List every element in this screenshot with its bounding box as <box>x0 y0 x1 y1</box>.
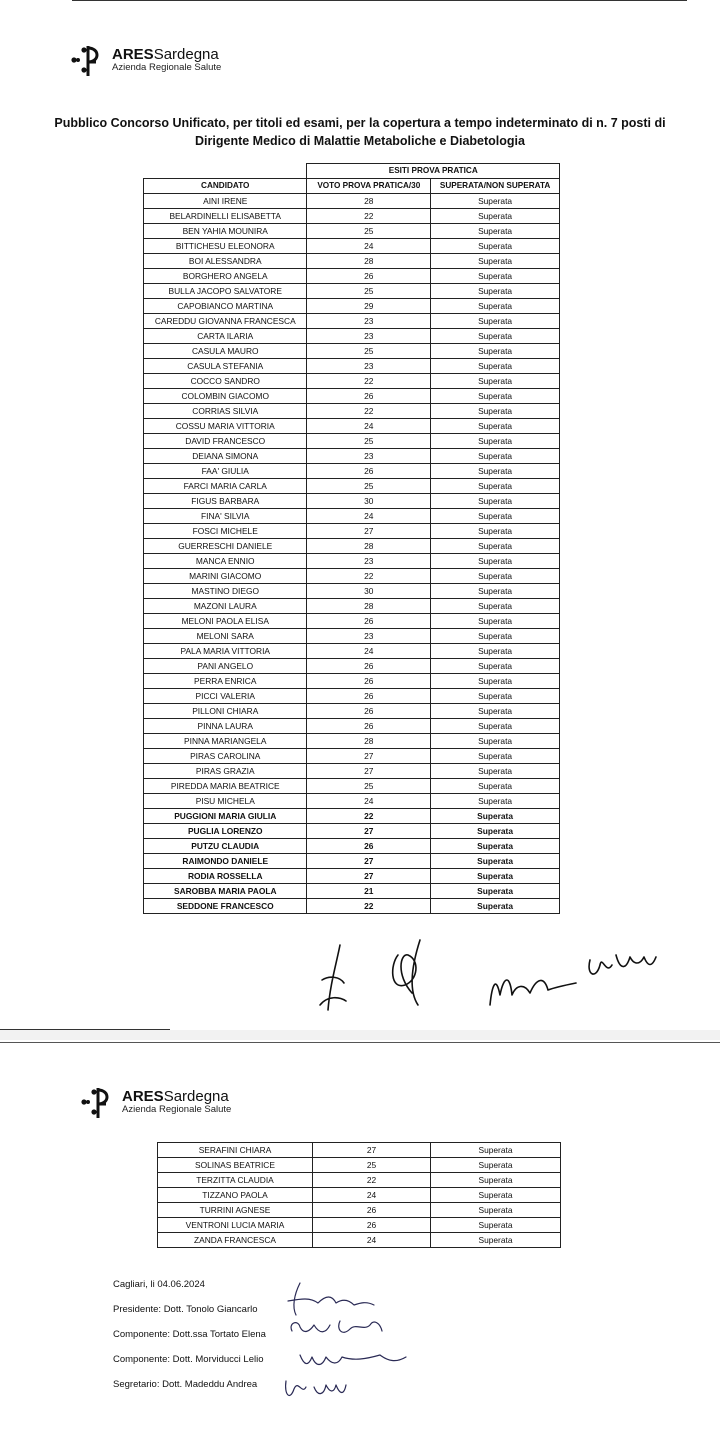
results-table-body <box>144 194 560 914</box>
score-cell: 28 <box>307 539 431 554</box>
candidate-name-cell: TERZITTA CLAUDIA <box>158 1173 313 1188</box>
result-cell: Superata <box>431 494 560 509</box>
result-cell: Superata <box>431 854 560 869</box>
table-row <box>144 554 560 569</box>
table-row <box>144 284 560 299</box>
candidate-name-cell: PINNA LAURA <box>144 719 307 734</box>
result-cell: Superata <box>431 314 560 329</box>
header-esito: SUPERATA/NON SUPERATA <box>431 179 560 194</box>
candidate-name-cell: COCCO SANDRO <box>144 374 307 389</box>
score-cell: 27 <box>307 824 431 839</box>
result-cell: Superata <box>431 419 560 434</box>
candidate-name-cell: COLOMBIN GIACOMO <box>144 389 307 404</box>
score-cell: 23 <box>307 329 431 344</box>
candidate-name-cell: PISU MICHELA <box>144 794 307 809</box>
presidente-line: Presidente: Dott. Tonolo Giancarlo <box>113 1304 258 1315</box>
table-row <box>144 899 560 914</box>
table-row <box>144 224 560 239</box>
result-cell: Superata <box>431 329 560 344</box>
score-cell: 26 <box>307 719 431 734</box>
candidate-name-cell: CORRIAS SILVIA <box>144 404 307 419</box>
candidate-name-cell: MELONI SARA <box>144 629 307 644</box>
candidate-name-cell: PERRA ENRICA <box>144 674 307 689</box>
table-row <box>144 479 560 494</box>
score-cell: 23 <box>307 449 431 464</box>
candidate-name-cell: CASULA STEFANIA <box>144 359 307 374</box>
table-row <box>144 704 560 719</box>
table-row <box>144 239 560 254</box>
candidate-name-cell: FAA' GIULIA <box>144 464 307 479</box>
score-cell: 26 <box>313 1203 431 1218</box>
score-cell: 26 <box>307 659 431 674</box>
result-cell: Superata <box>431 1203 561 1218</box>
header-candidato: CANDIDATO <box>144 179 307 194</box>
result-cell: Superata <box>431 254 560 269</box>
logo-brand-bold: ARES <box>122 1087 164 1105</box>
score-cell: 22 <box>313 1173 431 1188</box>
candidate-name-cell: COSSU MARIA VITTORIA <box>144 419 307 434</box>
score-cell: 25 <box>313 1158 431 1173</box>
table-row <box>144 329 560 344</box>
result-cell: Superata <box>431 224 560 239</box>
componente-2-line: Componente: Dott. Morviducci Lelio <box>113 1354 264 1365</box>
candidate-name-cell: FARCI MARIA CARLA <box>144 479 307 494</box>
document-title <box>40 114 680 150</box>
score-cell: 25 <box>307 224 431 239</box>
score-cell: 29 <box>307 299 431 314</box>
table-row <box>158 1218 561 1233</box>
candidate-name-cell: SOLINAS BEATRICE <box>158 1158 313 1173</box>
candidate-name-cell: MELONI PAOLA ELISA <box>144 614 307 629</box>
score-cell: 22 <box>307 569 431 584</box>
candidate-name-cell: PILLONI CHIARA <box>144 704 307 719</box>
table-row <box>144 659 560 674</box>
candidate-name-cell: RAIMONDO DANIELE <box>144 854 307 869</box>
score-cell: 26 <box>307 704 431 719</box>
result-cell: Superata <box>431 794 560 809</box>
table-row <box>144 584 560 599</box>
candidate-name-cell: PIREDDA MARIA BEATRICE <box>144 779 307 794</box>
table-row <box>144 374 560 389</box>
score-cell: 24 <box>307 509 431 524</box>
candidate-name-cell: PALA MARIA VITTORIA <box>144 644 307 659</box>
candidate-name-cell: PUTZU CLAUDIA <box>144 839 307 854</box>
results-table-continued-body <box>158 1143 561 1248</box>
result-cell: Superata <box>431 509 560 524</box>
score-cell: 24 <box>313 1233 431 1248</box>
ares-logo-page-2 <box>76 1082 231 1122</box>
result-cell: Superata <box>431 554 560 569</box>
candidate-name-cell: AINI IRENE <box>144 194 307 209</box>
title-line-1: Pubblico Concorso Unificato, per titoli ed esami, per la copertura a tempo indeterminato di n. 7 posti di <box>54 116 666 130</box>
logo-subtitle: Azienda Regionale Salute <box>112 62 222 74</box>
segretario-line: Segretario: Dott. Madeddu Andrea <box>113 1379 258 1390</box>
table-row <box>144 314 560 329</box>
result-cell: Superata <box>431 734 560 749</box>
score-cell: 24 <box>307 419 431 434</box>
table-row <box>158 1143 561 1158</box>
result-cell: Superata <box>431 749 560 764</box>
results-table <box>143 163 560 914</box>
result-cell: Superata <box>431 569 560 584</box>
score-cell: 25 <box>307 479 431 494</box>
candidate-name-cell: FOSCI MICHELE <box>144 524 307 539</box>
score-cell: 21 <box>307 884 431 899</box>
table-row <box>144 719 560 734</box>
table-row <box>144 824 560 839</box>
score-cell: 30 <box>307 584 431 599</box>
score-cell: 27 <box>313 1143 431 1158</box>
candidate-name-cell: FIGUS BARBARA <box>144 494 307 509</box>
logo-subtitle: Azienda Regionale Salute <box>122 1104 232 1116</box>
table-row <box>144 674 560 689</box>
score-cell: 22 <box>307 404 431 419</box>
table-row <box>144 629 560 644</box>
score-cell: 27 <box>307 749 431 764</box>
result-cell: Superata <box>431 284 560 299</box>
result-cell: Superata <box>431 674 560 689</box>
logo-brand-bold: ARES <box>112 45 154 63</box>
candidate-name-cell: CAREDDU GIOVANNA FRANCESCA <box>144 314 307 329</box>
score-cell: 30 <box>307 494 431 509</box>
table-row <box>144 839 560 854</box>
result-cell: Superata <box>431 1158 561 1173</box>
score-cell: 28 <box>307 194 431 209</box>
score-cell: 25 <box>307 779 431 794</box>
candidate-name-cell: SERAFINI CHIARA <box>158 1143 313 1158</box>
title-line-2: Dirigente Medico di Malattie Metaboliche e Diabetologia <box>195 134 525 149</box>
score-cell: 26 <box>307 839 431 854</box>
score-cell: 25 <box>307 434 431 449</box>
footer-signatures <box>270 1275 430 1410</box>
ares-logo-icon <box>66 40 106 80</box>
score-cell: 26 <box>307 269 431 284</box>
result-cell: Superata <box>431 1218 561 1233</box>
score-cell: 28 <box>307 254 431 269</box>
result-cell: Superata <box>431 824 560 839</box>
candidate-name-cell: FINA' SILVIA <box>144 509 307 524</box>
table-row <box>144 869 560 884</box>
result-cell: Superata <box>431 524 560 539</box>
result-cell: Superata <box>431 434 560 449</box>
result-cell: Superata <box>431 359 560 374</box>
score-cell: 23 <box>307 554 431 569</box>
candidate-name-cell: CASULA MAURO <box>144 344 307 359</box>
result-cell: Superata <box>431 1143 561 1158</box>
table-row <box>144 809 560 824</box>
candidate-name-cell: CARTA ILARIA <box>144 329 307 344</box>
result-cell: Superata <box>431 299 560 314</box>
table-row <box>144 599 560 614</box>
table-row <box>158 1203 561 1218</box>
table-row <box>144 884 560 899</box>
table-row <box>144 269 560 284</box>
candidate-name-cell: BOI ALESSANDRA <box>144 254 307 269</box>
table-row <box>144 209 560 224</box>
table-row <box>144 749 560 764</box>
score-cell: 26 <box>307 689 431 704</box>
result-cell: Superata <box>431 614 560 629</box>
result-cell: Superata <box>431 599 560 614</box>
score-cell: 22 <box>307 209 431 224</box>
score-cell: 26 <box>313 1218 431 1233</box>
candidate-name-cell: SEDDONE FRANCESCO <box>144 899 307 914</box>
table-row <box>144 524 560 539</box>
table-row <box>158 1188 561 1203</box>
result-cell: Superata <box>431 479 560 494</box>
candidate-name-cell: VENTRONI LUCIA MARIA <box>158 1218 313 1233</box>
candidate-name-cell: MAZONI LAURA <box>144 599 307 614</box>
blank-header-cell <box>144 164 307 179</box>
table-row <box>144 614 560 629</box>
result-cell: Superata <box>431 629 560 644</box>
page-2-top-edge <box>0 1042 720 1043</box>
result-cell: Superata <box>431 374 560 389</box>
table-row <box>144 464 560 479</box>
table-row <box>144 794 560 809</box>
result-cell: Superata <box>431 1233 561 1248</box>
result-cell: Superata <box>431 539 560 554</box>
candidate-name-cell: BITTICHESU ELEONORA <box>144 239 307 254</box>
result-cell: Superata <box>431 269 560 284</box>
score-cell: 26 <box>307 614 431 629</box>
table-row <box>158 1158 561 1173</box>
score-cell: 25 <box>307 284 431 299</box>
candidate-name-cell: TURRINI AGNESE <box>158 1203 313 1218</box>
table-row <box>158 1233 561 1248</box>
table-row <box>144 419 560 434</box>
table-row <box>144 359 560 374</box>
result-cell: Superata <box>431 464 560 479</box>
result-cell: Superata <box>431 884 560 899</box>
score-cell: 28 <box>307 599 431 614</box>
table-row <box>144 494 560 509</box>
score-cell: 23 <box>307 359 431 374</box>
score-cell: 23 <box>307 314 431 329</box>
candidate-name-cell: DAVID FRANCESCO <box>144 434 307 449</box>
document-page-2 <box>0 1040 720 1448</box>
candidate-name-cell: SAROBBA MARIA PAOLA <box>144 884 307 899</box>
candidate-name-cell: MANCA ENNIO <box>144 554 307 569</box>
candidate-name-cell: BELARDINELLI ELISABETTA <box>144 209 307 224</box>
table-row <box>144 539 560 554</box>
candidate-name-cell: DEIANA SIMONA <box>144 449 307 464</box>
result-cell: Superata <box>431 899 560 914</box>
score-cell: 27 <box>307 764 431 779</box>
result-cell: Superata <box>431 869 560 884</box>
candidate-name-cell: PANI ANGELO <box>144 659 307 674</box>
result-cell: Superata <box>431 689 560 704</box>
result-cell: Superata <box>431 404 560 419</box>
score-cell: 24 <box>313 1188 431 1203</box>
logo-brand-rest: Sardegna <box>163 1087 229 1105</box>
table-row <box>144 254 560 269</box>
table-row <box>144 299 560 314</box>
candidate-name-cell: PICCI VALERIA <box>144 689 307 704</box>
result-cell: Superata <box>431 764 560 779</box>
score-cell: 26 <box>307 389 431 404</box>
candidate-name-cell: BORGHERO ANGELA <box>144 269 307 284</box>
header-voto: VOTO PROVA PRATICA/30 <box>307 179 431 194</box>
candidate-name-cell: GUERRESCHI DANIELE <box>144 539 307 554</box>
result-cell: Superata <box>431 389 560 404</box>
candidate-name-cell: PIRAS GRAZIA <box>144 764 307 779</box>
table-row <box>144 344 560 359</box>
table-row <box>144 404 560 419</box>
candidate-name-cell: BULLA JACOPO SALVATORE <box>144 284 307 299</box>
table-row <box>144 779 560 794</box>
table-row <box>144 449 560 464</box>
result-cell: Superata <box>431 719 560 734</box>
table-row <box>144 764 560 779</box>
table-row <box>158 1173 561 1188</box>
result-cell: Superata <box>431 344 560 359</box>
score-cell: 27 <box>307 524 431 539</box>
score-cell: 26 <box>307 674 431 689</box>
page-top-edge <box>72 0 687 1</box>
candidate-name-cell: RODIA ROSSELLA <box>144 869 307 884</box>
result-cell: Superata <box>431 449 560 464</box>
result-cell: Superata <box>431 659 560 674</box>
candidate-name-cell: MARINI GIACOMO <box>144 569 307 584</box>
table-row <box>144 689 560 704</box>
result-cell: Superata <box>431 704 560 719</box>
score-cell: 24 <box>307 239 431 254</box>
result-cell: Superata <box>431 584 560 599</box>
results-table-continued <box>157 1142 561 1248</box>
table-row <box>144 644 560 659</box>
score-cell: 25 <box>307 344 431 359</box>
score-cell: 22 <box>307 809 431 824</box>
result-cell: Superata <box>431 644 560 659</box>
result-cell: Superata <box>431 779 560 794</box>
candidate-name-cell: MASTINO DIEGO <box>144 584 307 599</box>
result-cell: Superata <box>431 1173 561 1188</box>
result-cell: Superata <box>431 839 560 854</box>
score-cell: 24 <box>307 644 431 659</box>
candidate-name-cell: TIZZANO PAOLA <box>158 1188 313 1203</box>
candidate-name-cell: PUGGIONI MARIA GIULIA <box>144 809 307 824</box>
handwritten-signatures <box>300 935 680 1020</box>
score-cell: 26 <box>307 464 431 479</box>
table-row <box>144 854 560 869</box>
score-cell: 22 <box>307 374 431 389</box>
candidate-name-cell: BEN YAHIA MOUNIRA <box>144 224 307 239</box>
table-row <box>144 734 560 749</box>
table-row <box>144 434 560 449</box>
score-cell: 23 <box>307 629 431 644</box>
place-date: Cagliari, li 04.06.2024 <box>113 1279 205 1290</box>
candidate-name-cell: PUGLIA LORENZO <box>144 824 307 839</box>
score-cell: 24 <box>307 794 431 809</box>
group-header: ESITI PROVA PRATICA <box>307 164 560 179</box>
candidate-name-cell: PIRAS CAROLINA <box>144 749 307 764</box>
candidate-name-cell: PINNA MARIANGELA <box>144 734 307 749</box>
table-row <box>144 194 560 209</box>
candidate-name-cell: CAPOBIANCO MARTINA <box>144 299 307 314</box>
candidate-name-cell: ZANDA FRANCESCA <box>158 1233 313 1248</box>
result-cell: Superata <box>431 809 560 824</box>
table-row <box>144 509 560 524</box>
result-cell: Superata <box>431 194 560 209</box>
table-row <box>144 569 560 584</box>
score-cell: 27 <box>307 869 431 884</box>
logo-brand-rest: Sardegna <box>153 45 219 63</box>
ares-logo-icon <box>76 1082 116 1122</box>
componente-1-line: Componente: Dott.ssa Tortato Elena <box>113 1329 266 1340</box>
ares-logo <box>66 40 221 80</box>
result-cell: Superata <box>431 239 560 254</box>
score-cell: 22 <box>307 899 431 914</box>
table-row <box>144 389 560 404</box>
result-cell: Superata <box>431 1188 561 1203</box>
score-cell: 28 <box>307 734 431 749</box>
score-cell: 27 <box>307 854 431 869</box>
result-cell: Superata <box>431 209 560 224</box>
